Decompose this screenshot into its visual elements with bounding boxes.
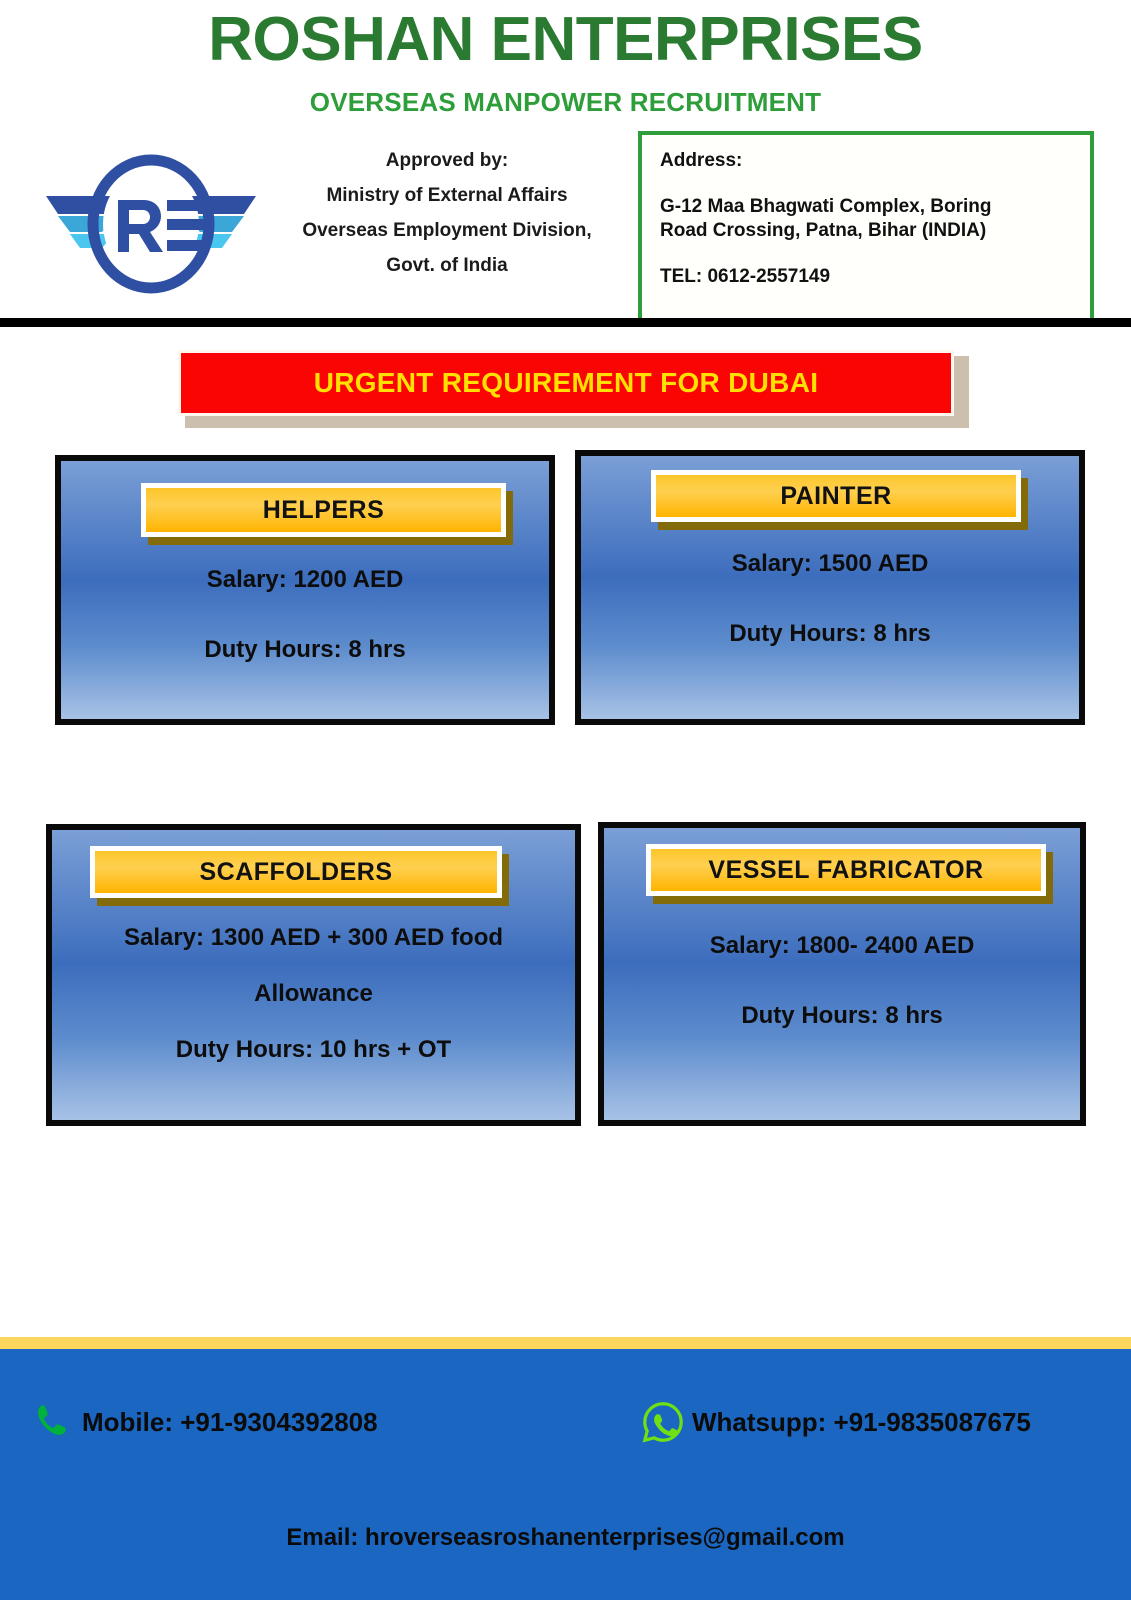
job-title-tab-face [651,470,1021,522]
job-title-tab-scaffolders [90,846,502,898]
approved-by-block [262,143,632,283]
job-duty-hours: Duty Hours: 8 hrs [729,620,931,647]
address-line-2: Road Crossing, Patna, Bihar (INDIA) [660,220,987,241]
address-line-1: G-12 Maa Bhagwati Complex, Boring [660,196,992,217]
approved-by-line1: Ministry of External Affairs [326,185,568,206]
job-salary-continued: Allowance [254,980,373,1007]
job-salary: Salary: 1800- 2400 AED [709,932,975,959]
whatsapp-contact[interactable] [640,1399,1031,1445]
header-divider [0,318,1131,327]
logo-re-wings-icon [36,152,266,304]
job-title-tab-face [141,483,506,537]
telephone-number: TEL: 0612-2557149 [660,266,831,287]
mobile-contact[interactable] [30,1399,378,1445]
job-card-vessel-fabricator [598,822,1086,1126]
company-name: ROSHAN ENTERPRISES [208,5,923,74]
job-title-tab-face [90,846,502,898]
footer-accent-bar [0,1337,1131,1349]
urgent-requirement-banner [178,350,954,416]
job-title-tab-vessel-fabricator [646,844,1046,896]
job-card-helpers [55,455,555,725]
job-salary: Salary: 1200 AED [206,566,404,593]
address-box [638,131,1094,318]
job-title-label: SCAFFOLDERS [199,857,393,886]
mobile-number: Mobile: +91-9304392808 [82,1406,378,1437]
job-salary: Salary: 1300 AED + 300 AED food [123,924,504,951]
company-tagline: OVERSEAS MANPOWER RECRUITMENT [309,87,822,117]
job-title-label: HELPERS [262,495,385,524]
whatsapp-number: Whatsupp: +91-9835087675 [692,1406,1031,1437]
job-duty-hours: Duty Hours: 8 hrs [741,1002,943,1029]
job-duty-hours: Duty Hours: 8 hrs [204,636,406,663]
job-card-scaffolders [46,824,581,1126]
job-card-painter [575,450,1085,725]
approved-by-line2: Overseas Employment Division, [302,220,592,241]
job-title-tab-painter [651,470,1021,522]
urgent-requirement-text: URGENT REQUIREMENT FOR DUBAI [313,367,819,398]
poster-footer [0,1349,1131,1600]
email-address[interactable]: Email: hroverseasroshanenterprises@gmail.com [286,1524,845,1551]
address-label: Address: [660,150,743,171]
job-title-label: PAINTER [780,481,892,510]
job-title-label: VESSEL FABRICATOR [708,855,984,884]
approved-by-line3: Govt. of India [386,255,508,276]
job-title-tab-face [646,844,1046,896]
whatsapp-icon [640,1399,686,1445]
contact-row [0,1399,1131,1449]
poster-header [0,0,1131,318]
phone-icon [30,1399,76,1445]
job-salary: Salary: 1500 AED [731,550,929,577]
job-duty-hours: Duty Hours: 10 hrs + OT [175,1036,452,1063]
job-details-helpers [61,566,549,664]
approved-by-label: Approved by: [385,150,509,171]
job-details-painter [581,550,1079,648]
company-logo [36,152,266,304]
job-title-tab-helpers [141,483,506,537]
job-details-scaffolders [52,924,575,1064]
job-details-vessel-fabricator [604,932,1080,1030]
